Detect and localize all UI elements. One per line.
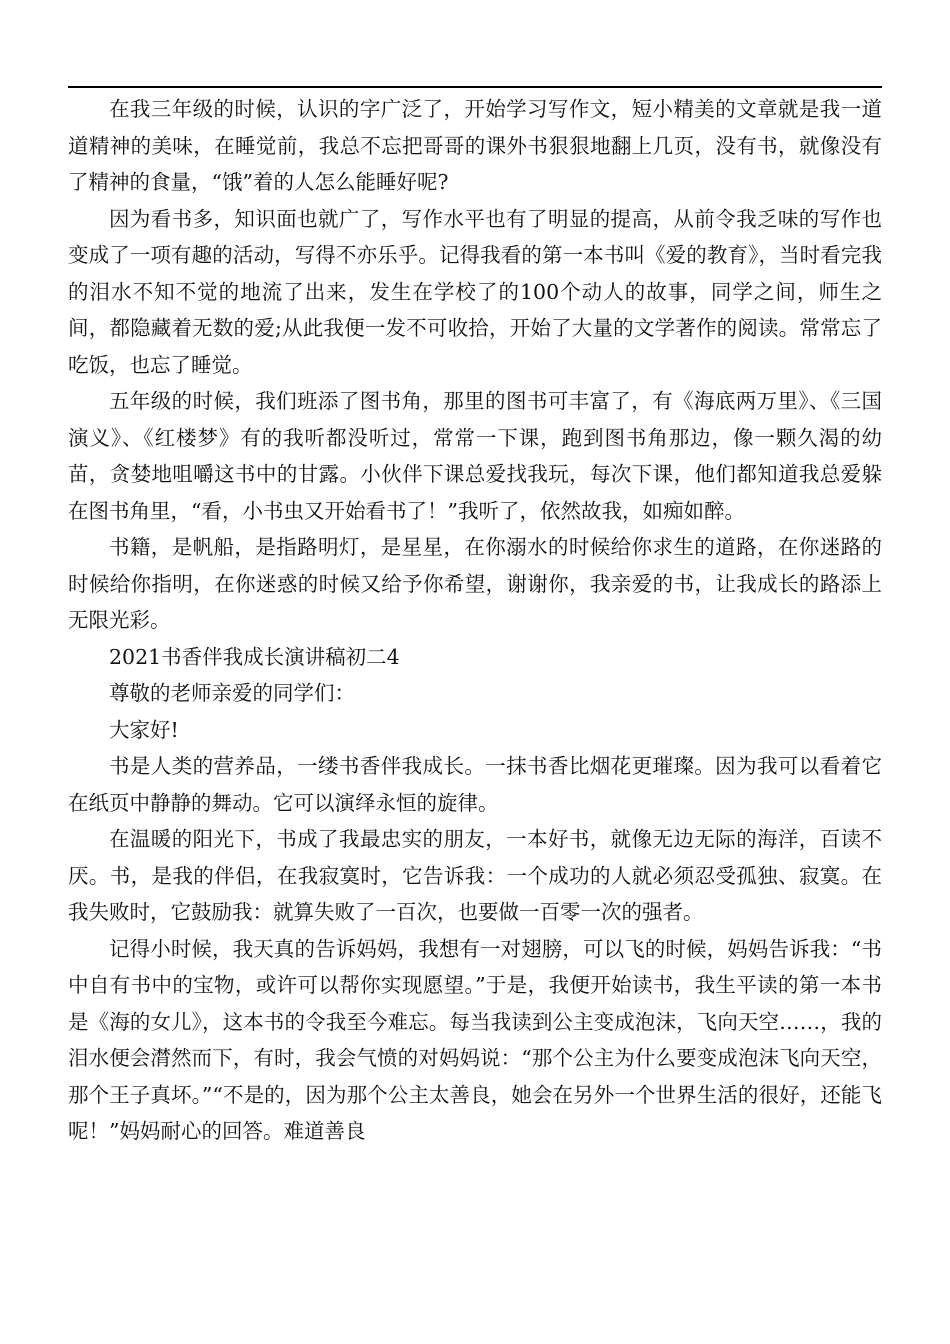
header-rule [68,86,882,88]
paragraph-6: 在温暖的阳光下，书成了我最忠实的朋友，一本好书，就像无边无际的海洋，百读不厌。书，是我的伴侣，在我寂寞时，它告诉我：一个成功的人就必须忍受孤独、寂寞。在我失败时，它鼓励我：就算失败了一百次，也要做一百零一次的强者。 [68,827,882,924]
paragraph-5: 书是人类的营养品，一缕书香伴我成长。一抹书香比烟花更璀璨。因为我可以看着它在纸页中静静的舞动。它可以演绎永恒的旋律。 [68,754,882,815]
greeting: 大家好! [109,717,179,742]
paragraph-3: 五年级的时候，我们班添了图书角，那里的图书可丰富了，有《海底两万里》、《三国演义》、《红楼梦》有的我听都没听过，常常一下课，跑到图书角那边，像一颗久渴的幼苗，贪婪地咀嚼这书中的甘露。小伙伴下课总爱找我玩，每次下课，他们都知道我总爱躲在图书角里，“看，小书虫又开始看书了！”我听了，依然故我，如痴如醉。 [68,389,882,523]
paragraph-7: 记得小时候，我天真的告诉妈妈，我想有一对翅膀，可以飞的时候，妈妈告诉我：“书中自有书中的宝物，或许可以帮你实现愿望。”于是，我便开始读书，我生平读的第一本书是《海的女儿》，这本书的令我至今难忘。每当我读到公主变成泡沫，飞向天空……，我的泪水便会潸然而下，有时，我会气愤的对妈妈说：“那个公主为什么要变成泡沫飞向天空，那个王子真坏。”“不是的，因为那个公主太善良，她会在另外一个世界生活的很好，还能飞呢！”妈妈耐心的回答。难道善良 [68,936,882,1143]
paragraph-2: 因为看书多，知识面也就广了，写作水平也有了明显的提高，从前令我乏味的写作也变成了一项有趣的活动，写得不亦乐乎。记得我看的第一本书叫《爱的教育》，当时看完我的泪水不知不觉的地流了出来，发生在学校了的100个动人的故事，同学之间，师生之间，都隐藏着无数的爱;从此我便一发不可收拾，开始了大量的文学著作的阅读。常常忘了吃饭，也忘了睡觉。 [68,206,882,377]
document-body [68,91,882,1150]
paragraph-4: 书籍，是帆船，是指路明灯，是星星，在你溺水的时候给你求生的道路，在你迷路的时候给你指明，在你迷惑的时候又给予你希望，谢谢你，我亲爱的书，让我成长的路添上无限光彩。 [68,535,882,632]
section-title: 2021书香伴我成长演讲稿初二4 [109,644,400,669]
paragraph-1: 在我三年级的时候，认识的字广泛了，开始学习写作文，短小精美的文章就是我一道道精神的美味，在睡觉前，我总不忘把哥哥的课外书狠狠地翻上几页，没有书，就像没有了精神的食量，“饿”着的人怎么能睡好呢? [68,97,882,194]
salutation: 尊敬的老师亲爱的同学们： [109,681,355,705]
